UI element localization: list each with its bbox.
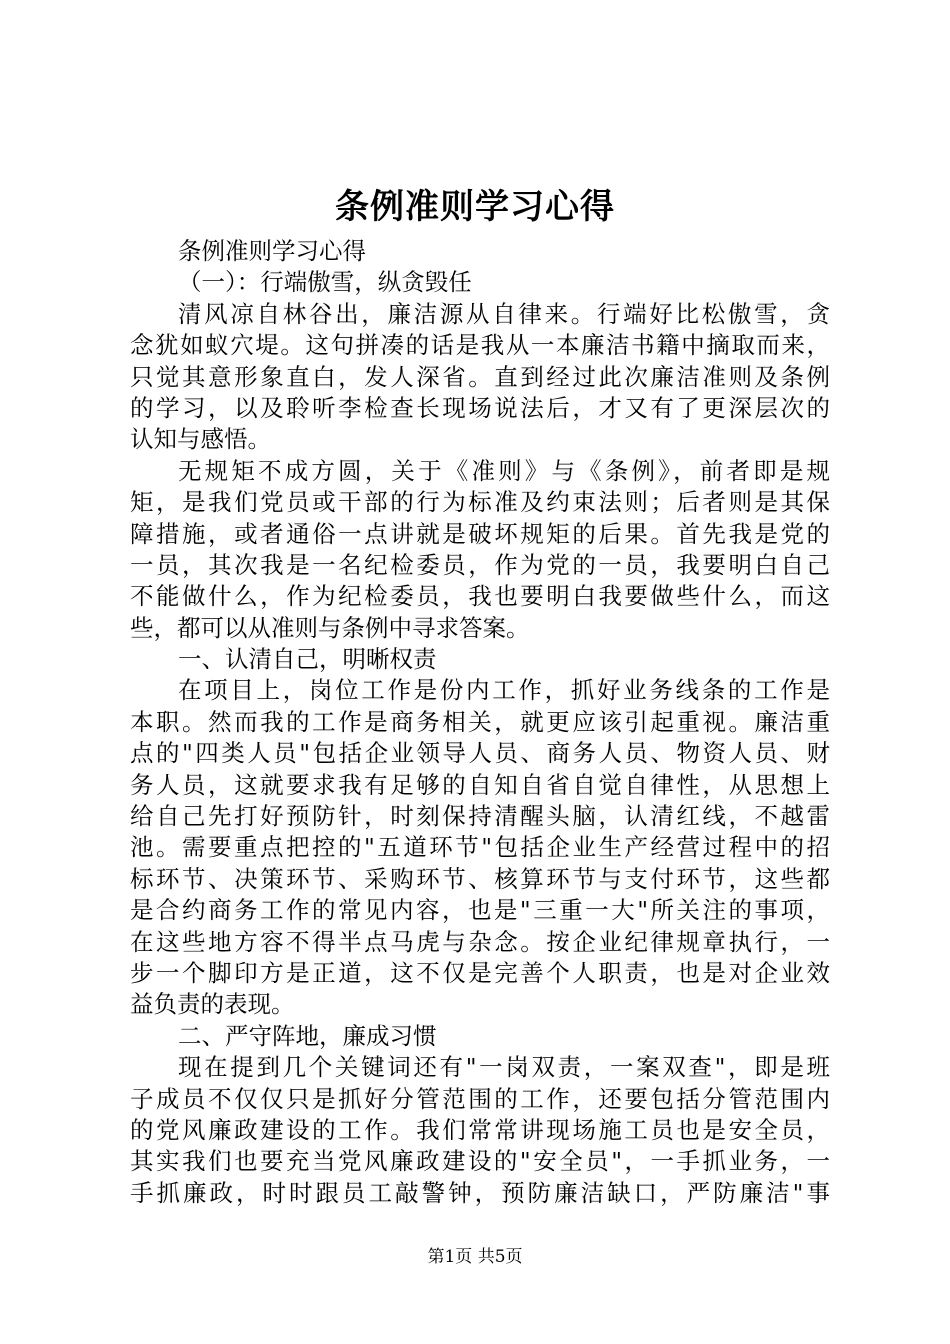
paragraph-line: 的党风廉政建设的工作。我们常常讲现场施工员也是安全员， bbox=[130, 1115, 830, 1144]
paragraph-line: 子成员不仅仅只是抓好分管范围的工作，还要包括分管范围内 bbox=[130, 1084, 830, 1113]
subtitle-line: 条例准则学习心得 bbox=[178, 237, 366, 265]
paragraph-line: 认知与感悟。 bbox=[130, 425, 271, 454]
paragraph-line: 步一个脚印方是正道，这不仅是完善个人职责，也是对企业效 bbox=[130, 958, 830, 987]
paragraph-line: 手抓廉政，时时跟员工敲警钟，预防廉洁缺口，严防廉洁"事 bbox=[130, 1178, 830, 1207]
document-title: 条例准则学习心得 bbox=[335, 187, 615, 227]
paragraph-line: 标环节、决策环节、采购环节、核算环节与支付环节，这些都 bbox=[130, 864, 830, 893]
paragraph-line: 只觉其意形象直白，发人深省。直到经过此次廉洁准则及条例 bbox=[130, 362, 830, 391]
paragraph-line: 念犹如蚁穴堤。这句拼凑的话是我从一本廉洁书籍中摘取而来， bbox=[130, 331, 830, 360]
paragraph-line: 不能做什么，作为纪检委员，我也要明白我要做些什么，而这 bbox=[130, 582, 830, 611]
paragraph-line: 本职。然而我的工作是商务相关，就更应该引起重视。廉洁重 bbox=[130, 707, 830, 736]
paragraph-line: 现在提到几个关键词还有"一岗双责，一案双查"，即是班 bbox=[178, 1053, 830, 1082]
paragraph-line: 点的"四类人员"包括企业领导人员、商务人员、物资人员、财 bbox=[130, 739, 830, 768]
paragraph-line: 务人员，这就要求我有足够的自知自省自觉自律性，从思想上 bbox=[130, 770, 830, 799]
paragraph-line: 在项目上，岗位工作是份内工作，抓好业务线条的工作是 bbox=[178, 676, 830, 705]
paragraph-line: 一员，其次我是一名纪检委员，作为党的一员，我要明白自己 bbox=[130, 550, 830, 579]
section-heading: 一、认清自己，明晰权责 bbox=[178, 645, 437, 674]
paragraph-line: 益负责的表现。 bbox=[130, 990, 295, 1019]
paragraph-line: 清风凉自林谷出，廉洁源从自律来。行端好比松傲雪，贪 bbox=[178, 299, 830, 328]
paragraph-line: 给自己先打好预防针，时刻保持清醒头脑，认清红线，不越雷 bbox=[130, 802, 830, 831]
page-number: 第1页 共5页 bbox=[427, 1247, 523, 1267]
paragraph-line: 在这些地方容不得半点马虎与杂念。按企业纪律规章执行，一 bbox=[130, 927, 830, 956]
paragraph-line: 其实我们也要充当党风廉政建设的"安全员"，一手抓业务，一 bbox=[130, 1147, 830, 1176]
paragraph-line: 些，都可以从准则与条例中寻求答案。 bbox=[130, 613, 530, 642]
paragraph-line: 障措施，或者通俗一点讲就是破坏规矩的后果。首先我是党的 bbox=[130, 519, 830, 548]
paragraph-line: 是合约商务工作的常见内容，也是"三重一大"所关注的事项， bbox=[130, 896, 830, 925]
document-body bbox=[130, 236, 830, 1209]
paragraph-line: 池。需要重点把控的"五道环节"包括企业生产经营过程中的招 bbox=[130, 833, 830, 862]
paragraph-line: 无规矩不成方圆，关于《准则》与《条例》，前者即是规 bbox=[178, 456, 830, 485]
paragraph-line: 的学习，以及聆听李检查长现场说法后，才又有了更深层次的 bbox=[130, 393, 830, 422]
paragraph-line: 矩，是我们党员或干部的行为标准及约束法则；后者则是其保 bbox=[130, 488, 830, 517]
section-heading: （一）：行端傲雪，纵贪毁任 bbox=[178, 268, 472, 297]
section-heading: 二、严守阵地，廉成习惯 bbox=[178, 1021, 437, 1050]
